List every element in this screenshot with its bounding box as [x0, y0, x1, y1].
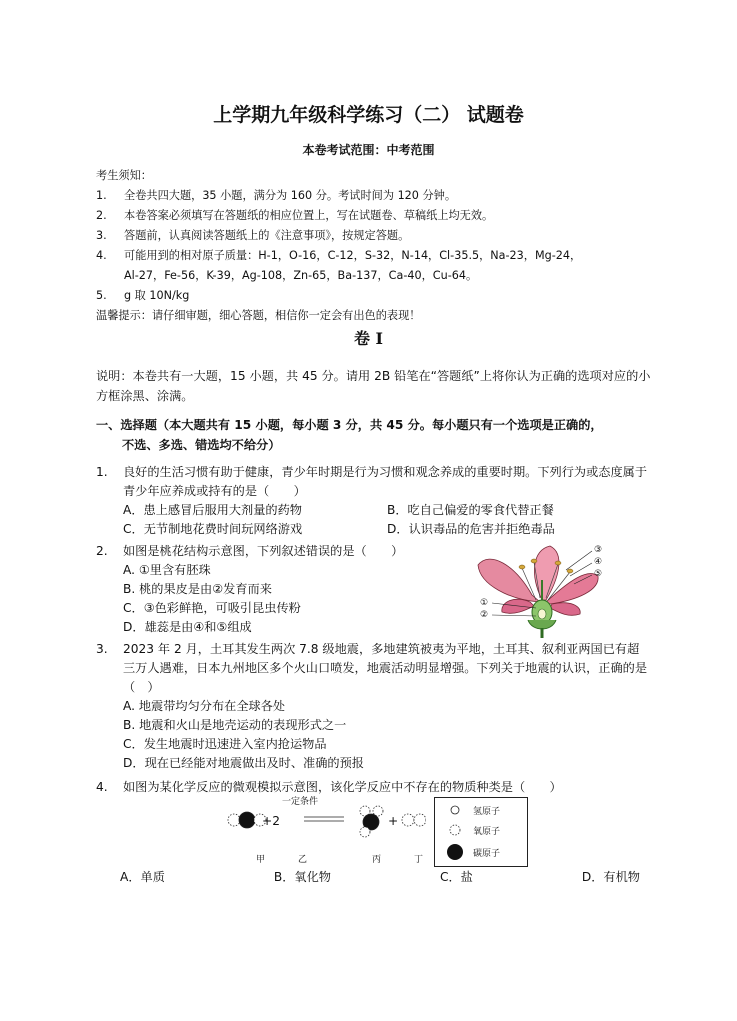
- option-b[interactable]: B. 桃的果皮是由②发育而来: [123, 582, 272, 596]
- option-a[interactable]: A. ①里含有胚珠: [123, 563, 211, 577]
- option-d[interactable]: D．雄蕊是由④和⑤组成: [123, 620, 252, 634]
- note-item: 5. g 取 10N/kg: [96, 289, 190, 302]
- option-b[interactable]: B．吃自己偏爱的零食代替正餐: [387, 503, 554, 517]
- figure-label: ②: [480, 610, 489, 620]
- legend-hydrogen: 氢原子: [473, 807, 501, 817]
- section-description: 说明：本卷共有一大题，15 小题，共 45 分。请用 2B 铅笔在“答题纸”上将你认为正确的选项对应的小方框涂黑、涂满。: [96, 369, 651, 403]
- option-b[interactable]: B. 地震和火山是地壳运动的表现形式之一: [123, 718, 347, 732]
- atom-legend: [434, 797, 528, 867]
- substance-label: 甲: [256, 855, 266, 865]
- note-item: 1. 全卷共四大题，35 小题，满分为 160 分。考试时间为 120 分钟。: [96, 189, 457, 202]
- mcq-header: 一、选择题（本大题共有 15 小题，每小题 3 分，共 45 分。每小题只有一个选项是正确的， 不选、多选、错选均不给分）: [96, 418, 603, 452]
- question-1: 1. 良好的生活习惯有助于健康，青少年时期是行为习惯和观念养成的重要时期。下列行为或态度属于青少年应养成或持有的是（ ） A．患上感冒后服用大剂量的药物 B．吃自己偏爱的零食代替正餐 C．无节制地花费时间玩网络游戏 D．认识毒品的危害并拒绝毒品: [96, 463, 651, 539]
- section-title: 卷 Ⅰ: [353, 329, 384, 348]
- reaction-condition: 一定条件: [282, 797, 319, 807]
- exam-notes: [96, 166, 581, 326]
- question-stem: 如图是桃花结构示意图，下列叙述错误的是（ ）: [123, 544, 404, 558]
- option-c[interactable]: C．③色彩鲜艳，可吸引昆虫传粉: [123, 601, 301, 615]
- option-d[interactable]: D．现在已经能对地震做出及时、准确的预报: [123, 756, 364, 770]
- legend-carbon: 碳原子: [473, 849, 501, 859]
- figure-label: ④: [594, 557, 603, 567]
- substance-label: 丙: [372, 855, 382, 865]
- note-item: 3. 答题前，认真阅读答题纸上的《注意事项》，按规定答题。: [96, 229, 410, 242]
- plus-sign: +: [388, 814, 399, 828]
- option-a[interactable]: A．患上感冒后服用大剂量的药物: [123, 503, 302, 517]
- question-stem: 如图为某化学反应的微观模拟示意图，该化学反应中不存在的物质种类是（ ）: [123, 780, 562, 794]
- substance-label: 丁: [414, 855, 424, 865]
- question-3: 3. 2023 年 2 月，土耳其发生两次 7.8 级地震，多地建筑被夷为平地，土耳其、叙利亚两国已有超三万人遇难，日本九州地区多个火山口喷发，地震活动明显增强。下列关于地震的认识，正确的是（ ） A. 地震带均匀分布在全球各处 B. 地震和火山是地壳运动的表现形式之一 C．发生地震时迅速进入室内抢运物品 D．现在已经能对地震做出及时、准确的预报: [96, 640, 651, 773]
- option-d[interactable]: D．认识毒品的危害并拒绝毒品: [387, 522, 555, 536]
- page-title: 上学期九年级科学练习（二） 试题卷: [213, 104, 524, 126]
- figure-label: ③: [594, 545, 603, 555]
- option-c[interactable]: C．无节制地花费时间玩网络游戏: [123, 522, 303, 536]
- note-item: 4. 可能用到的相对原子质量：H-1，O-16，C-12，S-32，N-14，Cl-35.5，Na-23，Mg-24，: [96, 249, 582, 262]
- option-a[interactable]: A．单质: [120, 870, 165, 884]
- question-2: 2. 如图是桃花结构示意图，下列叙述错误的是（ ） A. ①里含有胚珠 B. 桃的果皮是由②发育而来 C．③色彩鲜艳，可吸引昆虫传粉 D．雄蕊是由④和⑤组成: [96, 542, 446, 637]
- notes-heading: 考生须知：: [96, 169, 152, 182]
- notes-tip: 温馨提示：请仔细审题，细心答题，相信你一定会有出色的表现！: [96, 309, 421, 322]
- coefficient: +2: [262, 814, 280, 828]
- figure-label: ⑤: [594, 569, 603, 579]
- exam-scope: 本卷考试范围：中考范围: [302, 143, 435, 157]
- question-4: 4. 如图为某化学反应的微观模拟示意图，该化学反应中不存在的物质种类是（ ）: [96, 780, 562, 794]
- note-item-continued: Al-27，Fe-56，K-39，Ag-108，Zn-65，Ba-137，Ca-40，Cu-64。: [124, 269, 478, 282]
- option-c[interactable]: C．盐: [439, 870, 473, 884]
- peach-flower-figure: [470, 540, 620, 640]
- question-stem: 2023 年 2 月，土耳其发生两次 7.8 级地震，多地建筑被夷为平地，土耳其、叙利亚两国已有超三万人遇难，日本九州地区多个火山口喷发，地震活动明显增强。下列关于地震的认识，正确的是（ ）: [123, 642, 648, 694]
- figure-label: ①: [480, 598, 489, 608]
- question-4-options: [120, 868, 640, 885]
- question-stem: 良好的生活习惯有助于健康，青少年时期是行为习惯和观念养成的重要时期。下列行为或态度属于青少年应养成或持有的是（ ）: [123, 465, 648, 498]
- option-b[interactable]: B．氧化物: [273, 870, 331, 884]
- legend-oxygen: 氧原子: [473, 827, 501, 837]
- option-c[interactable]: C．发生地震时迅速进入室内抢运物品: [123, 737, 327, 751]
- substance-label: 乙: [298, 855, 308, 865]
- option-a[interactable]: A. 地震带均匀分布在全球各处: [123, 699, 286, 713]
- note-item: 2. 本卷答案必须填写在答题纸的相应位置上，写在试题卷、草稿纸上均无效。: [96, 209, 494, 222]
- option-d[interactable]: D．有机物: [581, 870, 640, 884]
